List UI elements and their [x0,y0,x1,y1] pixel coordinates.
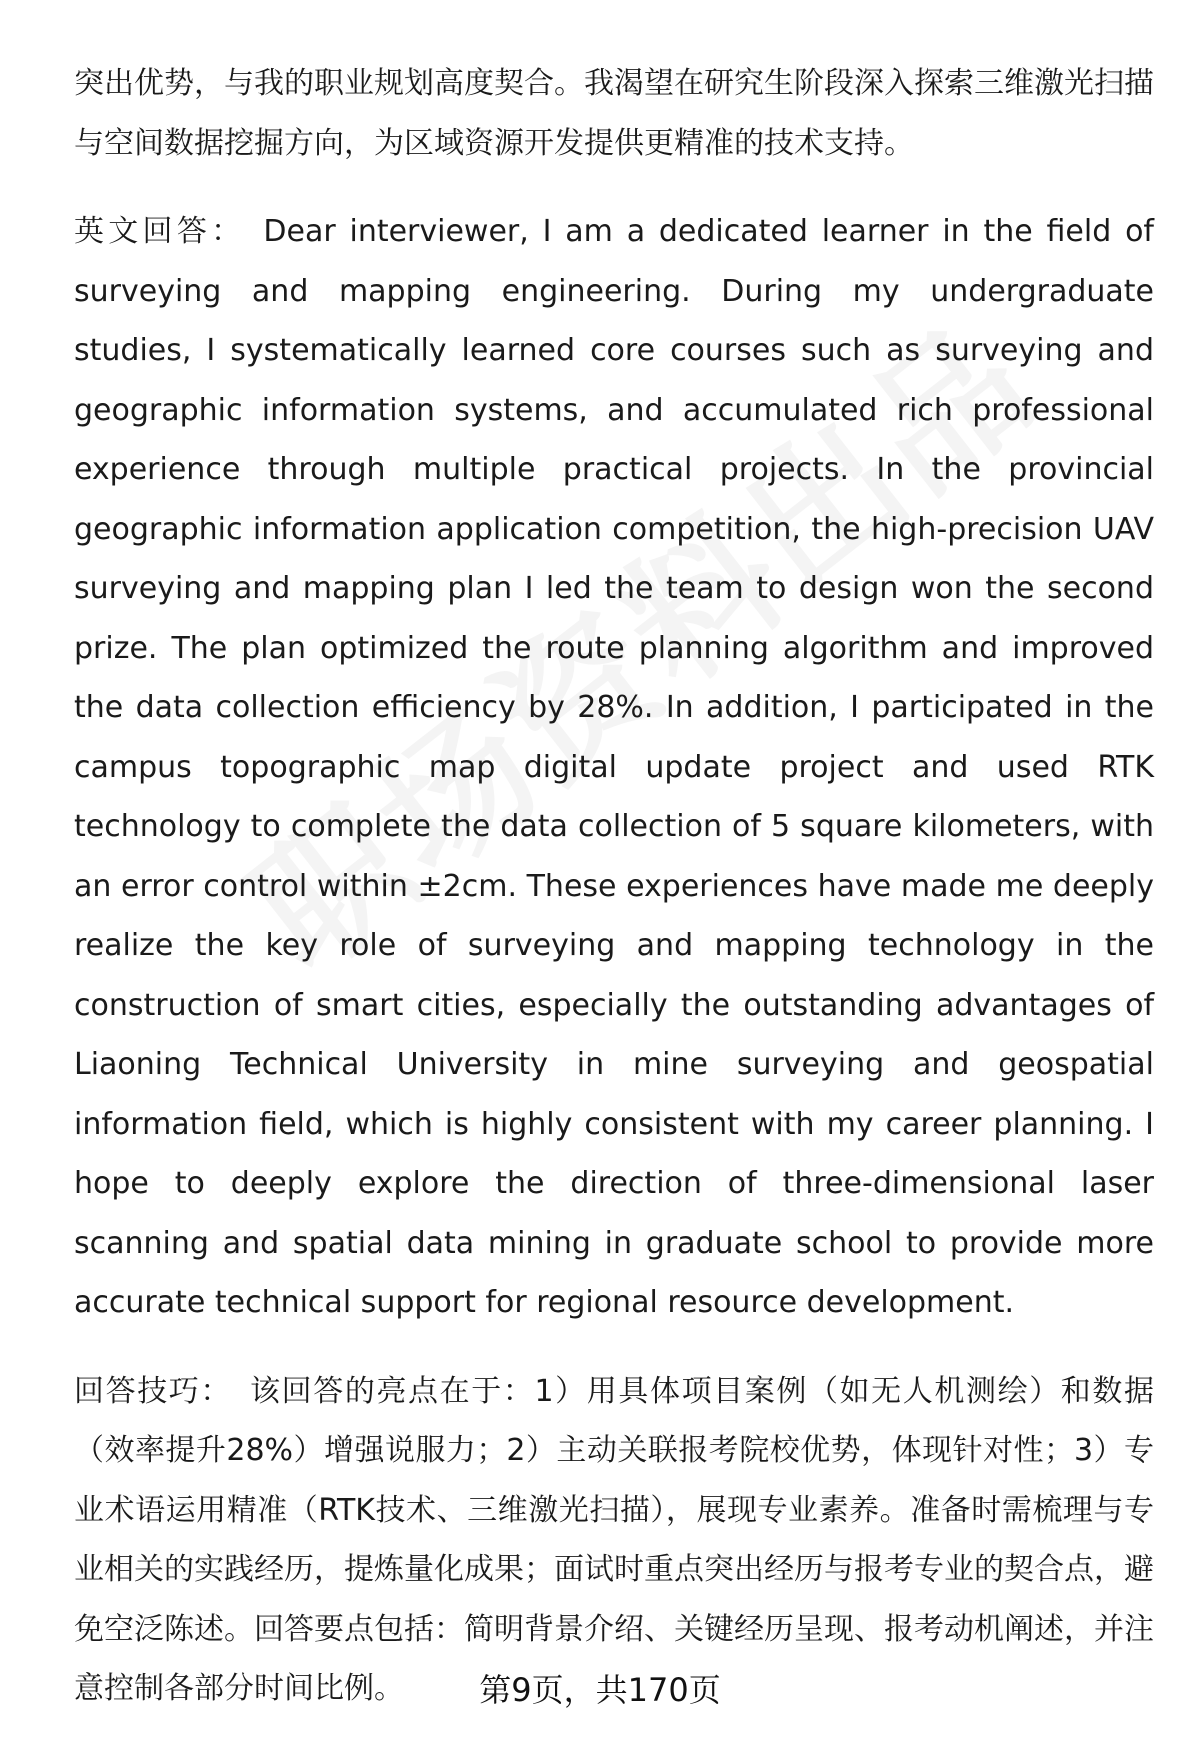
paragraph-text: 突出优势，与我的职业规划高度契合。我渴望在研究生阶段深入探索三维激光扫描与空间数据挖掘方向，为区域资源开发提供更精准的技术支持。 [74,66,1154,161]
paragraph-label: 回答技巧： [74,1373,233,1409]
paragraph-text: 该回答的亮点在于：1）用具体项目案例（如无人机测绘）和数据（效率提升28%）增强说服力；2）主动关联报考院校优势，体现针对性；3）专业术语运用精准（RTK技术、三维激光扫描），展现专业素养。准备时需梳理与专业相关的实践经历，提炼量化成果；面试时重点突出经历与报考专业的契合点，避免空泛陈述。回答要点包括：简明背景介绍、关键经历呈现、报考动机阐述，并注意控制各部分时间比例。 [74,1373,1155,1706]
page-number-footer: 第9页，共170页 [479,1671,721,1709]
document-body [74,54,1154,1719]
paragraph-chinese-conclusion [74,54,1154,173]
paragraph-label: 英文回答： [74,214,246,249]
paragraph-text: Dear interviewer, I am a dedicated learner in the field of surveying and mapping engineering. During my undergraduate studies, I systematically learned core courses such as surveying and geographic information systems, and accumulated rich professional experience through multiple practical projects. In the provincial geographic information application competition, the high-precision UAV surveying and mapping plan I led the team to design won the second prize. The plan optimized the route planning algorithm and improved the data collection efficiency by 28%. In addition, I participated in the campus topographic map digital update project and used RTK technology to complete the data collection of 5 square kilometers, with an error control within ±2cm. These experiences have made me deeply realize the key role of surveying and mapping technology in the construction of smart cities, especially the outstanding advantages of Liaoning Technical University in mine surveying and geospatial information field, which is highly consistent with my career planning. I hope to deeply explore the direction of three-dimensional laser scanning and spatial data mining in graduate school to provide more accurate technical support for regional resource development. [74,214,1154,1320]
paragraph-english-answer [74,202,1154,1333]
